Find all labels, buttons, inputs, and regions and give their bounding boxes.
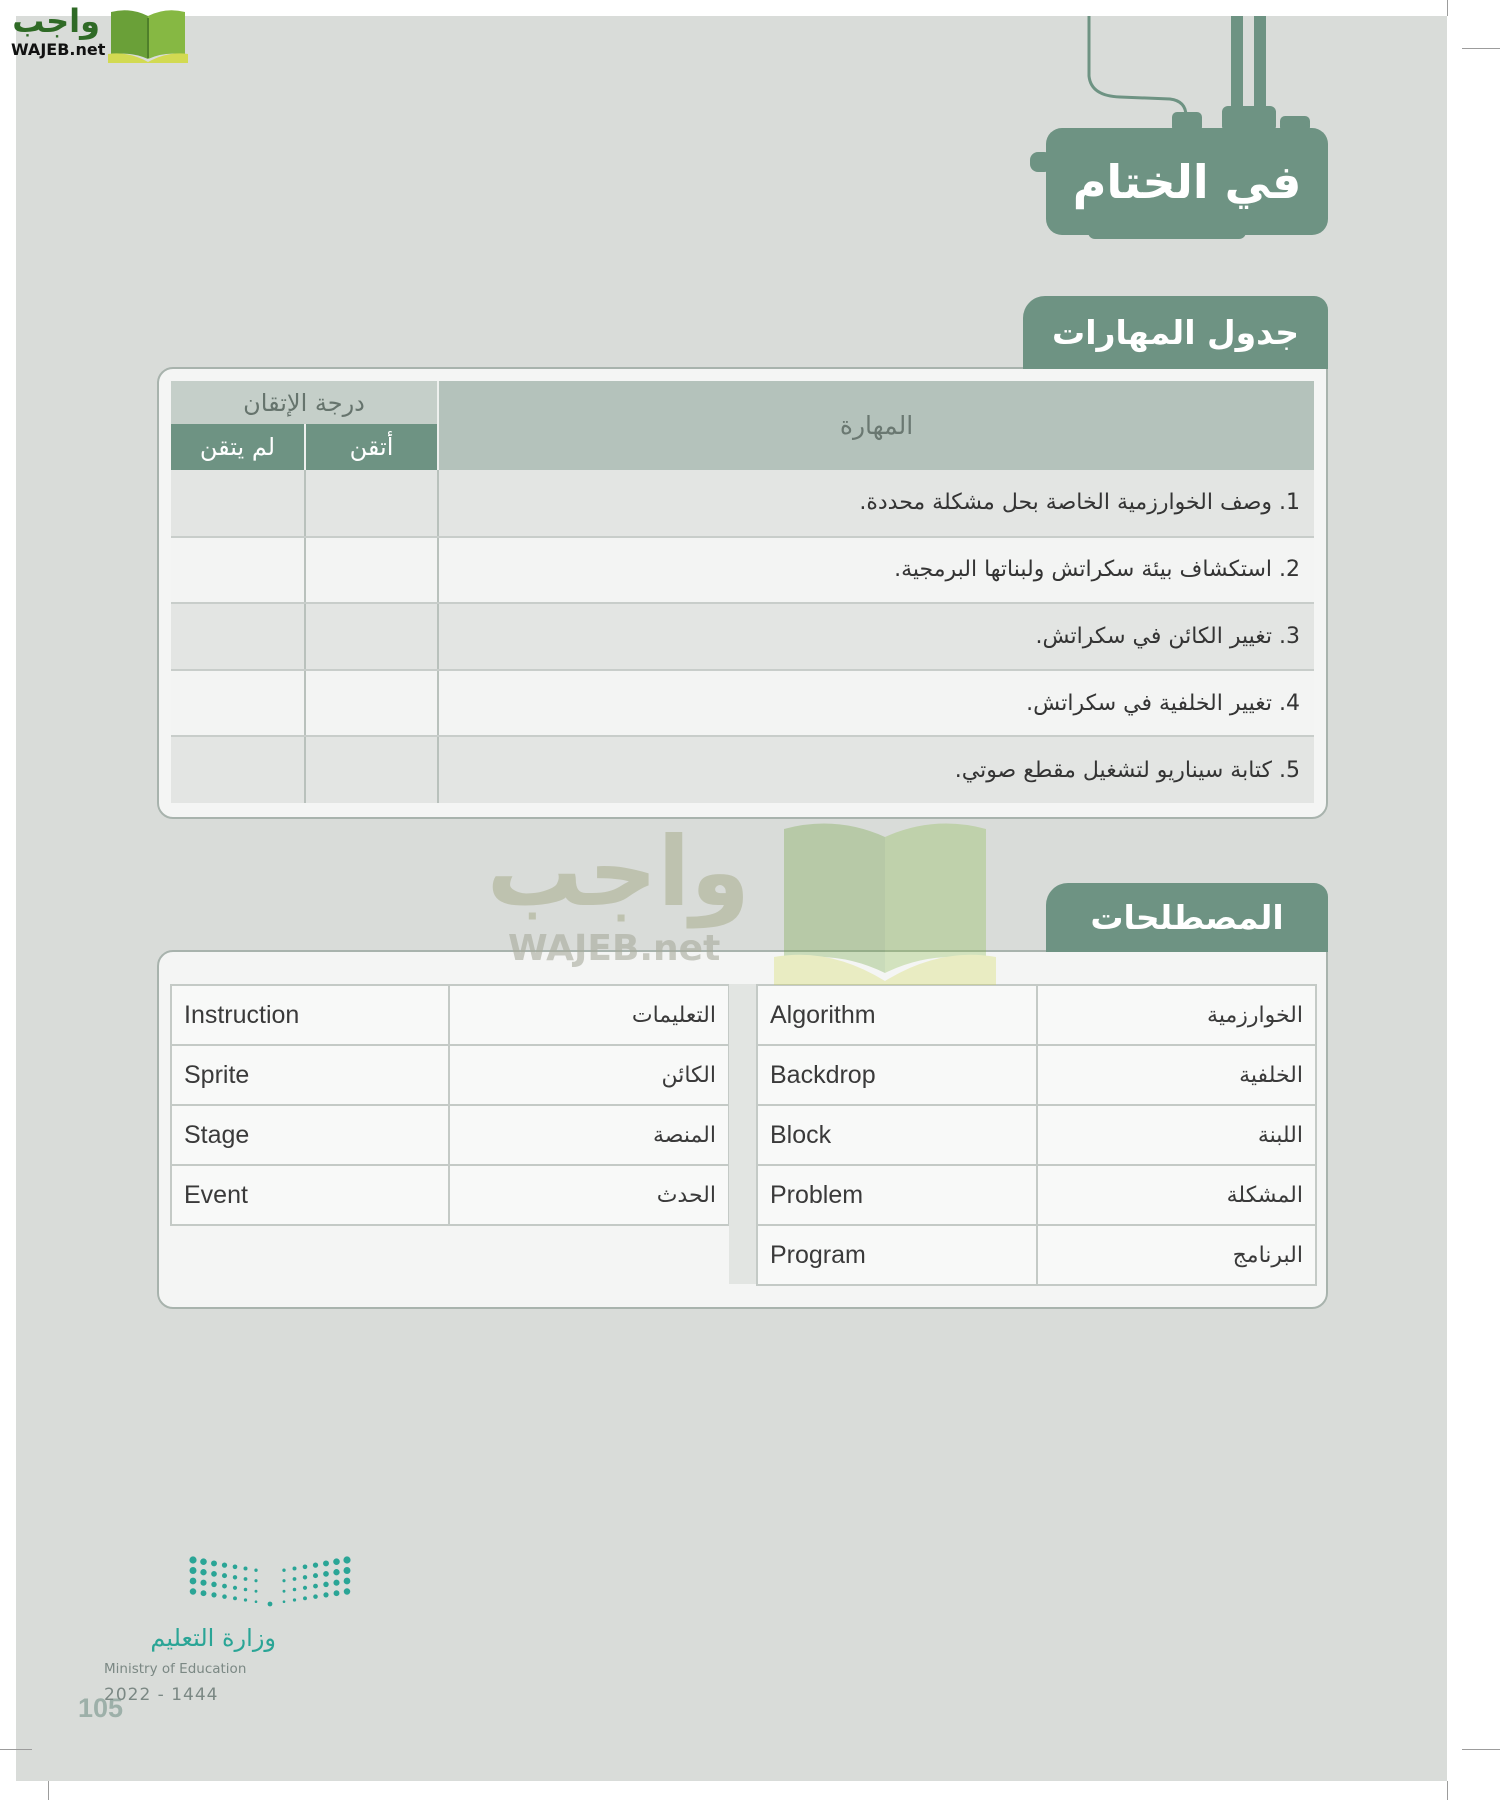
- emblem-dot: [211, 1560, 217, 1566]
- crop-mark: [48, 1781, 49, 1800]
- term-row: [171, 985, 729, 1045]
- term-arabic: الحدث: [449, 1165, 729, 1225]
- emblem-dot: [293, 1588, 297, 1592]
- emblem-dot: [200, 1569, 206, 1575]
- term-english: Program: [757, 1225, 1037, 1285]
- skill-text: 5. كتابة سيناريو لتشغيل مقطع صوتي.: [438, 736, 1314, 803]
- skills-section-title: جدول المهارات: [1023, 296, 1328, 369]
- cable-line: [1089, 16, 1186, 116]
- emblem-dot: [190, 1588, 196, 1594]
- emblem-dot: [211, 1571, 217, 1577]
- emblem-dot: [201, 1590, 207, 1596]
- pillar: [1231, 16, 1243, 112]
- emblem-dot: [233, 1586, 237, 1590]
- emblem-dot: [313, 1562, 318, 1567]
- skill-text: 3. تغيير الكائن في سكراتش.: [438, 603, 1314, 670]
- page-number: 105: [78, 1693, 124, 1723]
- emblem-dot: [323, 1592, 328, 1597]
- skill-row: [171, 470, 1314, 537]
- term-row: [757, 1045, 1316, 1105]
- term-arabic: الكائن: [449, 1045, 729, 1105]
- ministry-name-english: Ministry of Education: [104, 1661, 247, 1677]
- not-mastered-cell: [171, 670, 305, 737]
- emblem-dot: [293, 1567, 297, 1571]
- not-mastered-column-header: لم يتقن: [171, 424, 305, 470]
- emblem-dot: [333, 1558, 340, 1565]
- emblem-dot: [303, 1596, 307, 1600]
- emblem-dot: [222, 1594, 227, 1599]
- chapter-title: في الختام: [1046, 128, 1328, 235]
- emblem-dot: [190, 1578, 197, 1585]
- brand-logo-latin: WAJEB.net: [11, 40, 106, 59]
- skill-row: [171, 603, 1314, 670]
- skills-table: [171, 381, 1314, 803]
- term-english: Algorithm: [757, 985, 1037, 1045]
- emblem-dot: [233, 1564, 238, 1569]
- emblem-dot: [200, 1558, 207, 1565]
- emblem-dot: [303, 1575, 307, 1579]
- term-english: Problem: [757, 1165, 1037, 1225]
- brand-logo-arabic: واجب: [12, 2, 100, 40]
- emblem-dot: [334, 1590, 340, 1596]
- emblem-dot: [344, 1588, 350, 1594]
- emblem-dot: [254, 1579, 257, 1582]
- mastered-cell: [305, 670, 438, 737]
- book-left-page: [784, 824, 885, 973]
- skill-text: 1. وصف الخوارزمية الخاصة بحل مشكلة محددة.: [438, 470, 1314, 537]
- emblem-dot: [189, 1556, 196, 1563]
- mastered-cell: [305, 470, 438, 537]
- emblem-dot: [233, 1596, 237, 1600]
- pillar: [1254, 16, 1266, 112]
- emblem-dot: [190, 1567, 197, 1574]
- skill-row: [171, 670, 1314, 737]
- emblem-dot: [323, 1582, 328, 1587]
- term-arabic: الخوارزمية: [1037, 985, 1316, 1045]
- emblem-dot: [222, 1584, 227, 1589]
- emblem-dot: [293, 1598, 296, 1601]
- emblem-dot: [268, 1602, 273, 1607]
- emblem-dot: [222, 1562, 227, 1567]
- emblem-dot: [283, 1590, 286, 1593]
- emblem-dot: [323, 1571, 329, 1577]
- emblem-dot: [323, 1560, 329, 1566]
- emblem-dot: [344, 1578, 351, 1585]
- emblem-dot: [283, 1600, 286, 1603]
- emblem-dot: [211, 1592, 216, 1597]
- emblem-dot: [244, 1598, 247, 1601]
- emblem-dot: [200, 1580, 206, 1586]
- ministry-name-arabic: وزارة التعليم: [150, 1624, 276, 1652]
- emblem-dot: [313, 1573, 318, 1578]
- skill-text: 4. تغيير الخلفية في سكراتش.: [438, 670, 1314, 737]
- emblem-dot: [282, 1569, 285, 1572]
- term-english: Sprite: [171, 1045, 449, 1105]
- emblem-dot: [303, 1564, 308, 1569]
- emblem-dot: [255, 1590, 258, 1593]
- crop-mark: [0, 1749, 32, 1750]
- term-english: Block: [757, 1105, 1037, 1165]
- term-row: [757, 1105, 1316, 1165]
- mastered-cell: [305, 736, 438, 803]
- term-row: [757, 1165, 1316, 1225]
- skill-column-header: المهارة: [438, 381, 1314, 470]
- term-arabic: المشكلة: [1037, 1165, 1316, 1225]
- watermark-arabic: واجب: [486, 816, 750, 928]
- emblem-dot: [343, 1556, 350, 1563]
- term-row: [171, 1165, 729, 1225]
- emblem-dot: [254, 1569, 257, 1572]
- emblem-dot: [222, 1573, 227, 1578]
- skill-row: [171, 736, 1314, 803]
- emblem-dot: [303, 1586, 307, 1590]
- mastered-cell: [305, 537, 438, 604]
- term-row: [757, 985, 1316, 1045]
- watermark-latin: WAJEB.net: [508, 928, 721, 969]
- term-english: Stage: [171, 1105, 449, 1165]
- term-arabic: الخلفية: [1037, 1045, 1316, 1105]
- crop-mark: [1447, 1781, 1448, 1800]
- emblem-dot: [333, 1580, 339, 1586]
- emblem-dot: [282, 1579, 285, 1582]
- not-mastered-cell: [171, 470, 305, 537]
- term-english: Backdrop: [757, 1045, 1037, 1105]
- emblem-dot: [233, 1575, 237, 1579]
- term-english: Instruction: [171, 985, 449, 1045]
- emblem-dot: [244, 1577, 248, 1581]
- terms-box: [157, 950, 1328, 1309]
- terms-table-left: [170, 984, 730, 1226]
- edition-year: 2022 - 1444: [104, 1685, 219, 1705]
- watermark-book-icon: [774, 815, 996, 985]
- emblem-dot: [333, 1569, 339, 1575]
- skills-box: [157, 367, 1328, 819]
- emblem-dot: [244, 1588, 248, 1592]
- term-row: [757, 1225, 1316, 1285]
- ministry-emblem: [187, 1554, 353, 1610]
- term-arabic: اللبنة: [1037, 1105, 1316, 1165]
- term-row: [171, 1105, 729, 1165]
- not-mastered-cell: [171, 603, 305, 670]
- terms-divider: [729, 984, 756, 1284]
- not-mastered-cell: [171, 736, 305, 803]
- emblem-dot: [313, 1594, 318, 1599]
- not-mastered-cell: [171, 537, 305, 604]
- book-right-page: [885, 824, 986, 973]
- term-arabic: التعليمات: [449, 985, 729, 1045]
- term-arabic: المنصة: [449, 1105, 729, 1165]
- emblem-dot: [255, 1600, 258, 1603]
- skill-row: [171, 537, 1314, 604]
- emblem-dot: [244, 1567, 248, 1571]
- mastered-cell: [305, 603, 438, 670]
- emblem-dot: [293, 1577, 297, 1581]
- term-english: Event: [171, 1165, 449, 1225]
- skills-header-row: [171, 381, 1314, 424]
- skill-text: 2. استكشاف بيئة سكراتش ولبناتها البرمجية.: [438, 537, 1314, 604]
- mastered-column-header: أتقن: [305, 424, 438, 470]
- terms-table-right: [756, 984, 1317, 1286]
- emblem-dot: [313, 1584, 318, 1589]
- emblem-dot: [344, 1567, 351, 1574]
- emblem-dot: [211, 1582, 216, 1587]
- mastery-level-header: درجة الإتقان: [171, 381, 438, 424]
- crop-mark: [1462, 1749, 1500, 1750]
- terms-section-title: المصطلحات: [1046, 883, 1328, 952]
- term-row: [171, 1045, 729, 1105]
- term-arabic: البرنامج: [1037, 1225, 1316, 1285]
